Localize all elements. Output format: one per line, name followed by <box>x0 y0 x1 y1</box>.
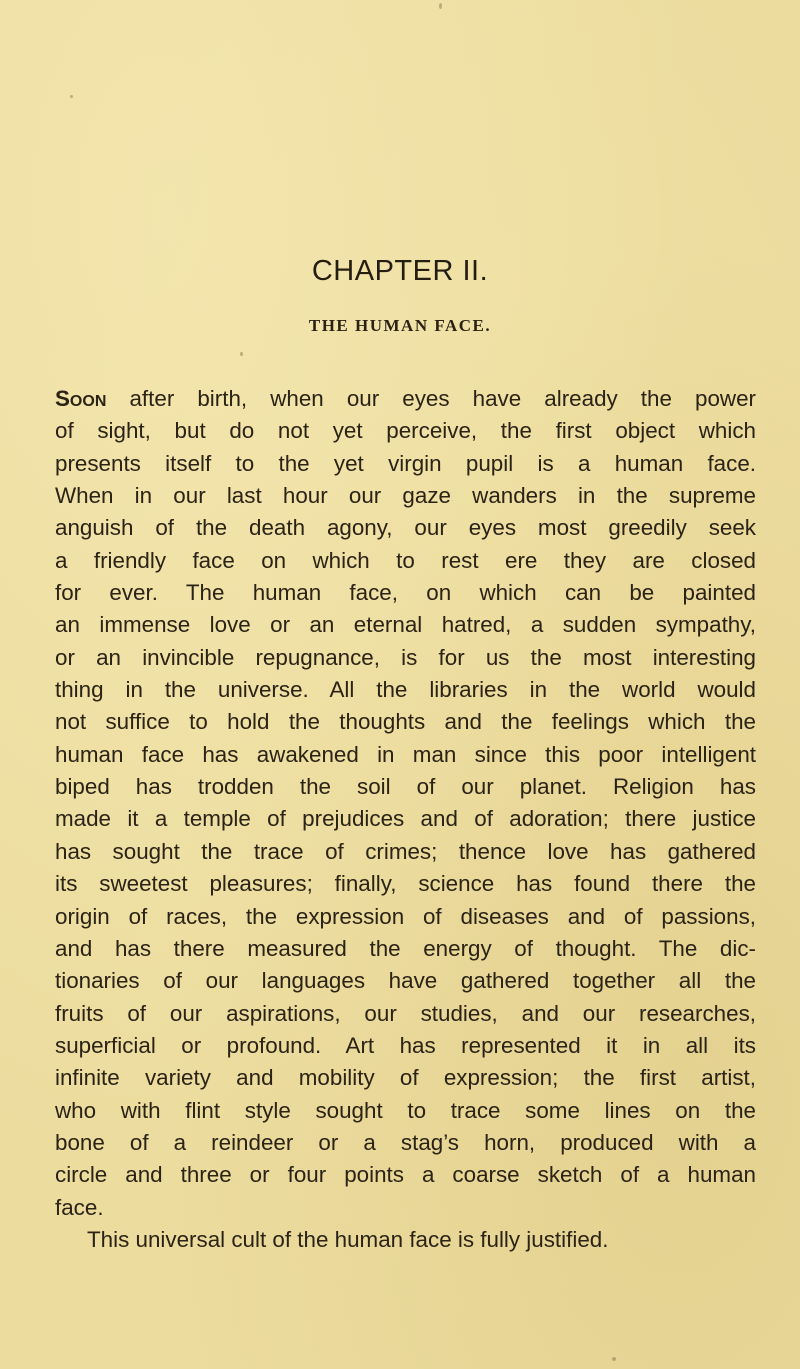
text-line: presents itself to the yet virgin pupil is a human face. <box>55 450 756 476</box>
text-line: human face has awakened in man since this poor intelligent <box>55 741 756 767</box>
section-title: THE HUMAN FACE. <box>308 316 492 335</box>
text-line: has sought the trace of crimes; thence love has gathered <box>55 838 756 864</box>
text-line: circle and three or four points a coarse sketch of a human <box>55 1162 756 1188</box>
paper-speck <box>439 3 442 9</box>
text-line: face. <box>55 1194 104 1220</box>
text-line: made it a temple of prejudices and of adoration; there justice <box>55 806 756 832</box>
text-line: anguish of the death agony, our eyes most greedily seek <box>55 515 756 541</box>
paper-speck <box>240 352 243 356</box>
text-line: who with flint style sought to trace some lines on the <box>55 1097 756 1123</box>
text-line: bone of a reindeer or a stag’s horn, produced with a <box>55 1129 756 1155</box>
text-line: a friendly face on which to rest ere they are closed <box>55 547 756 573</box>
text-line: thing in the universe. All the libraries in the world would <box>55 677 756 703</box>
paper-speck <box>612 1357 616 1361</box>
text-line: superficial or profound. Art has represented it in all its <box>55 1032 756 1058</box>
text-line <box>55 383 756 415</box>
text-line: tionaries of our languages have gathered together all the <box>55 968 756 994</box>
text-line: When in our last hour our gaze wanders in the supreme <box>55 483 756 509</box>
closing-line: This universal cult of the human face is fully justified. <box>87 1226 609 1252</box>
text-line: origin of races, the expression of diseases and of passions, <box>55 903 756 929</box>
text-line: infinite variety and mobility of expression; the first artist, <box>55 1065 756 1091</box>
text-line: or an invincible repugnance, is for us the most interesting <box>55 644 756 670</box>
text-line: for ever. The human face, on which can be painted <box>55 580 756 606</box>
chapter-heading: CHAPTER II. <box>311 255 489 287</box>
text-line: its sweetest pleasures; finally, science has found there the <box>55 871 756 897</box>
text-line: not suffice to hold the thoughts and the feelings which the <box>55 709 756 735</box>
paper-speck <box>70 95 73 98</box>
text-line: an immense love or an eternal hatred, a sudden sympathy, <box>55 612 756 638</box>
text-line: biped has trodden the soil of our planet. Religion has <box>55 774 756 800</box>
lead-word: Soon <box>55 386 107 411</box>
line-text: after birth, when our eyes have already the power <box>106 386 756 411</box>
text-line: fruits of our aspirations, our studies, and our researches, <box>55 1000 756 1026</box>
text-line: and has there measured the energy of thought. The dic- <box>55 935 756 961</box>
text-line: of sight, but do not yet perceive, the first object which <box>55 418 756 444</box>
chapter-body <box>55 383 756 1256</box>
